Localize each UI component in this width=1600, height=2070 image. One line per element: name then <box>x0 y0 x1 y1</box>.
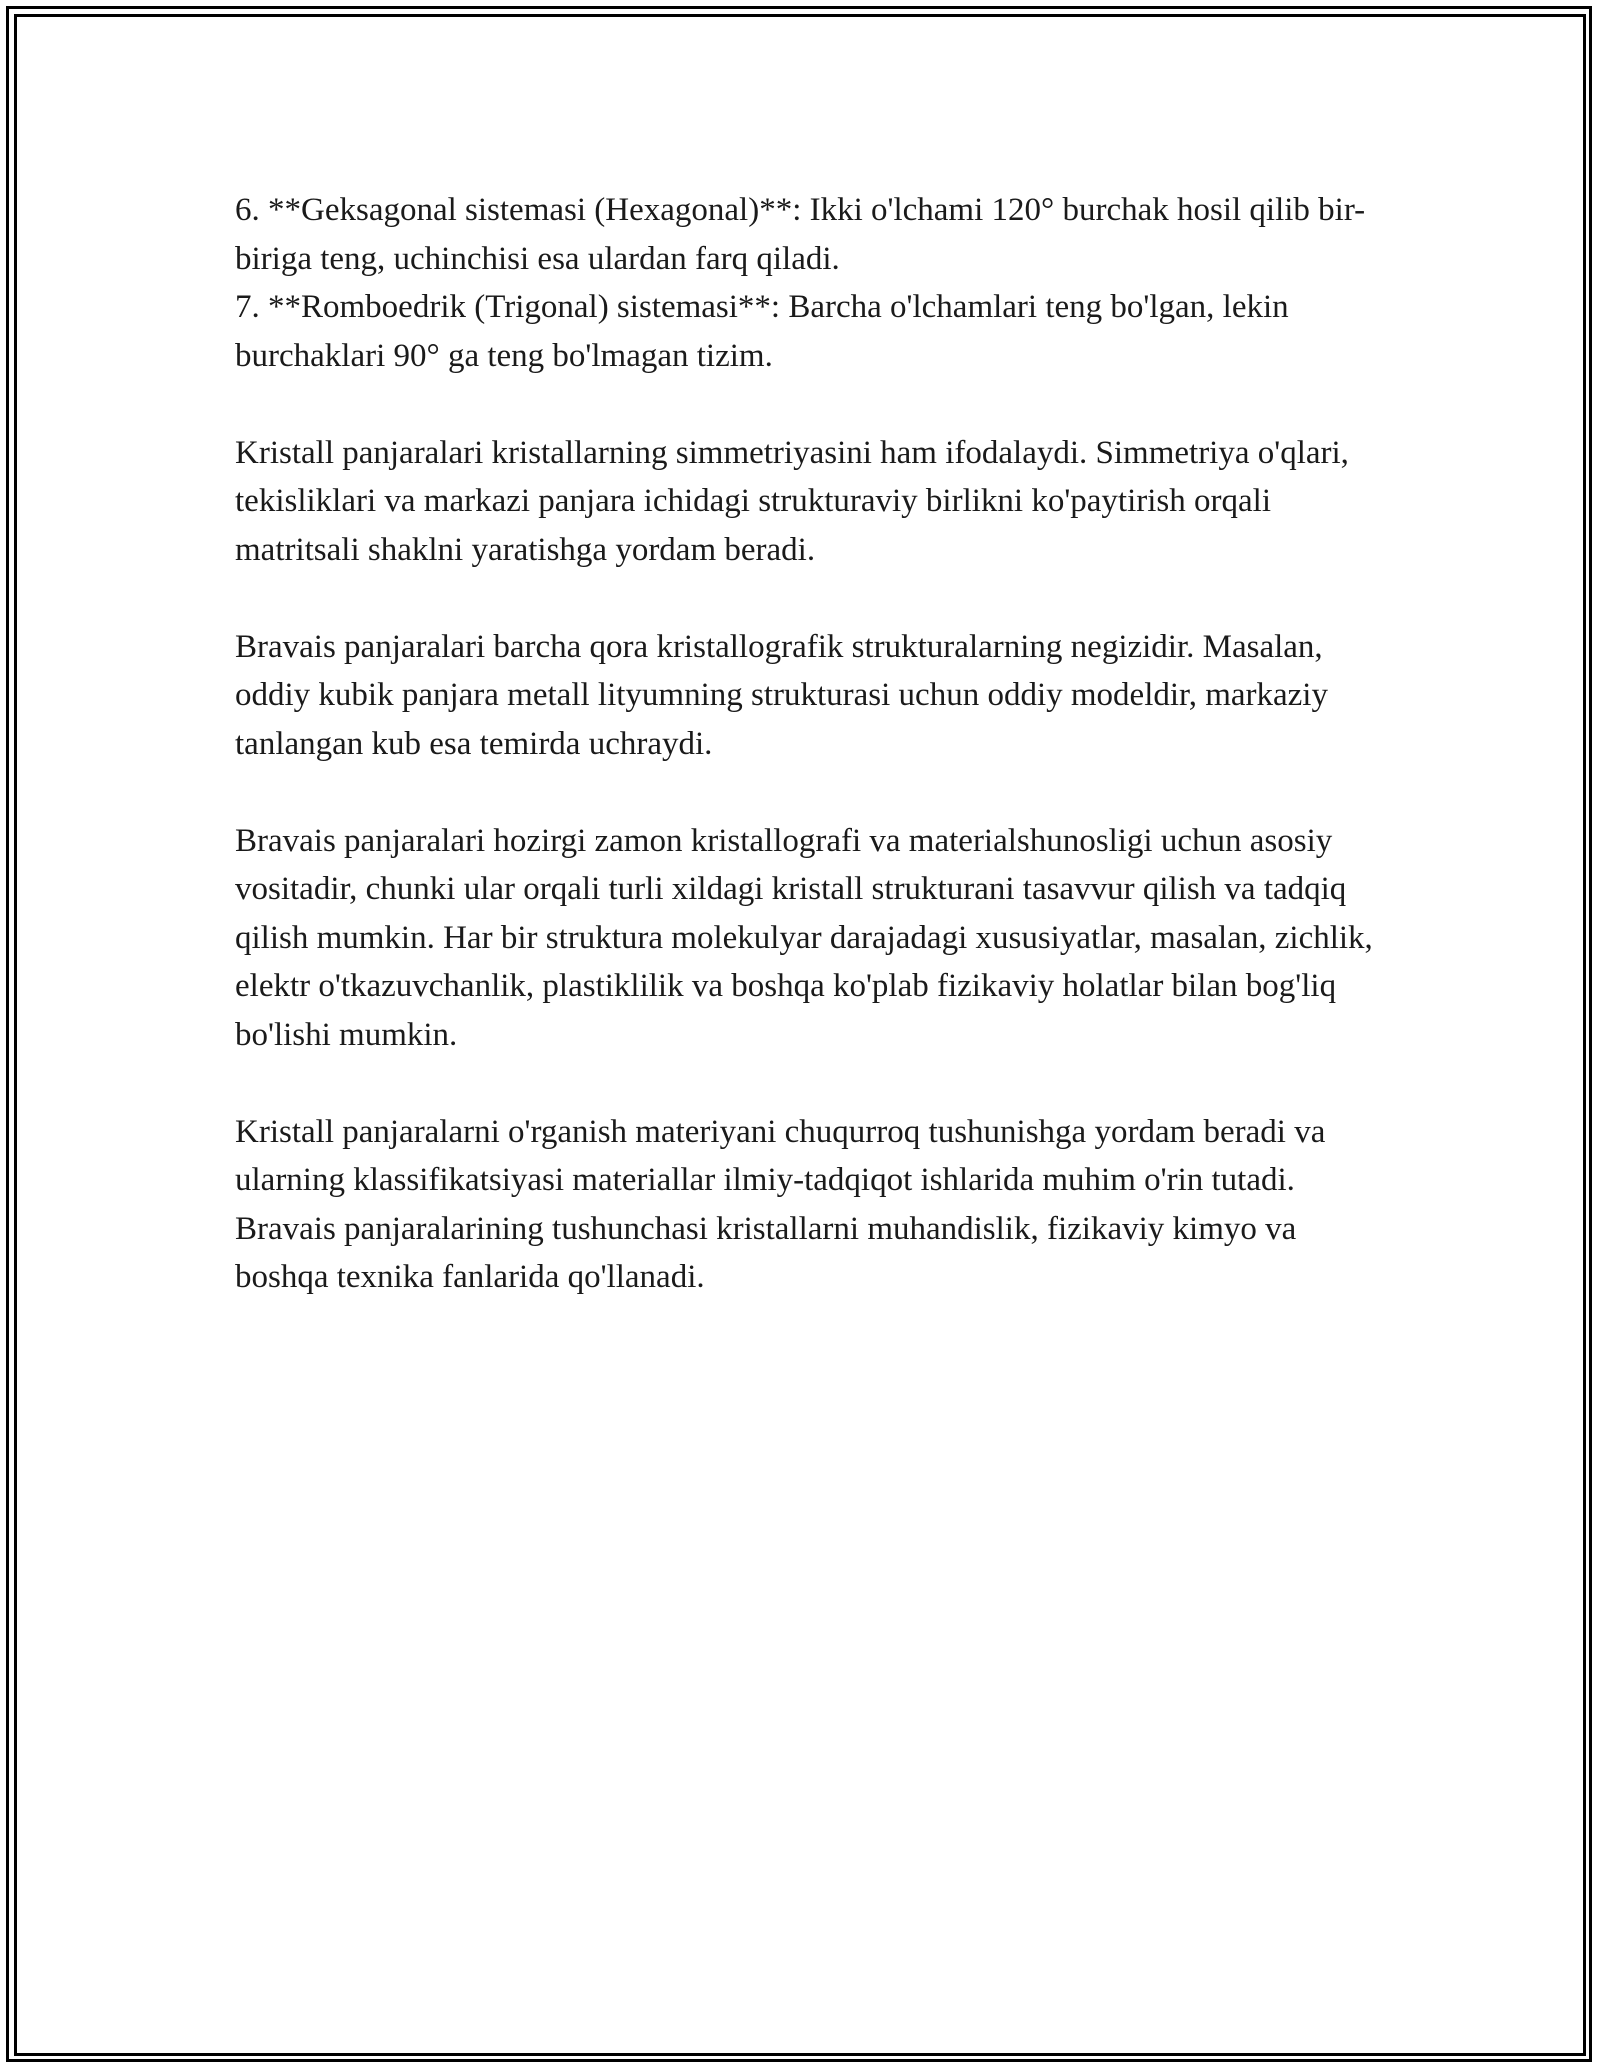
crystal-systems-list <box>235 186 1375 380</box>
paragraph-study-importance: Kristall panjaralarni o'rganish materiyani chuqurroq tushunishga yordam beradi va ularning klassifikatsiyasi materiallar ilmiy-tadqiqot ishlarida muhim o'rin tutadi. Bravais panjaralarining tushunchasi kristallarni muhandislik, fizikaviy kimyo va boshqa texnika fanlarida qo'llanadi. <box>235 1113 1326 1295</box>
list-item-hexagonal: 6. **Geksagonal sistemasi (Hexagonal)**: Ikki o'lchami 120° burchak hosil qilib bir-biriga teng, uchinchisi esa ulardan farq qiladi. <box>235 192 1366 277</box>
list-item-trigonal: 7. **Romboedrik (Trigonal) sistemasi**: Barcha o'lchamlari teng bo'lgan, lekin burchaklari 90° ga teng bo'lmagan tizim. <box>235 289 1289 374</box>
paragraph-bravais-tool: Bravais panjaralari hozirgi zamon kristallografi va materialshunosligi uchun asosiy vositadir, chunki ular orqali turli xildagi kristall strukturani tasavvur qilish va tadqiq qilish mumkin. Har bir struktura molekulyar darajadagi xususiyatlar, masalan, zichlik, elektr o'tkazuvchanlik, plastiklilik va boshqa ko'plab fizikaviy holatlar bilan bog'liq bo'lishi mumkin. <box>235 822 1373 1053</box>
document-body <box>235 186 1375 1350</box>
paragraph-bravais-basis: Bravais panjaralari barcha qora kristallografik strukturalarning negizidir. Masalan, oddiy kubik panjara metall lityumning strukturasi uchun oddiy modeldir, markaziy tanlangan kub esa temirda uchraydi. <box>235 628 1328 762</box>
paragraph-symmetry: Kristall panjaralari kristallarning simmetriyasini ham ifodalaydi. Simmetriya o'qlari, tekisliklari va markazi panjara ichidagi strukturaviy birlikni ko'paytirish orqali matritsali shaklni yaratishga yordam beradi. <box>235 434 1349 568</box>
